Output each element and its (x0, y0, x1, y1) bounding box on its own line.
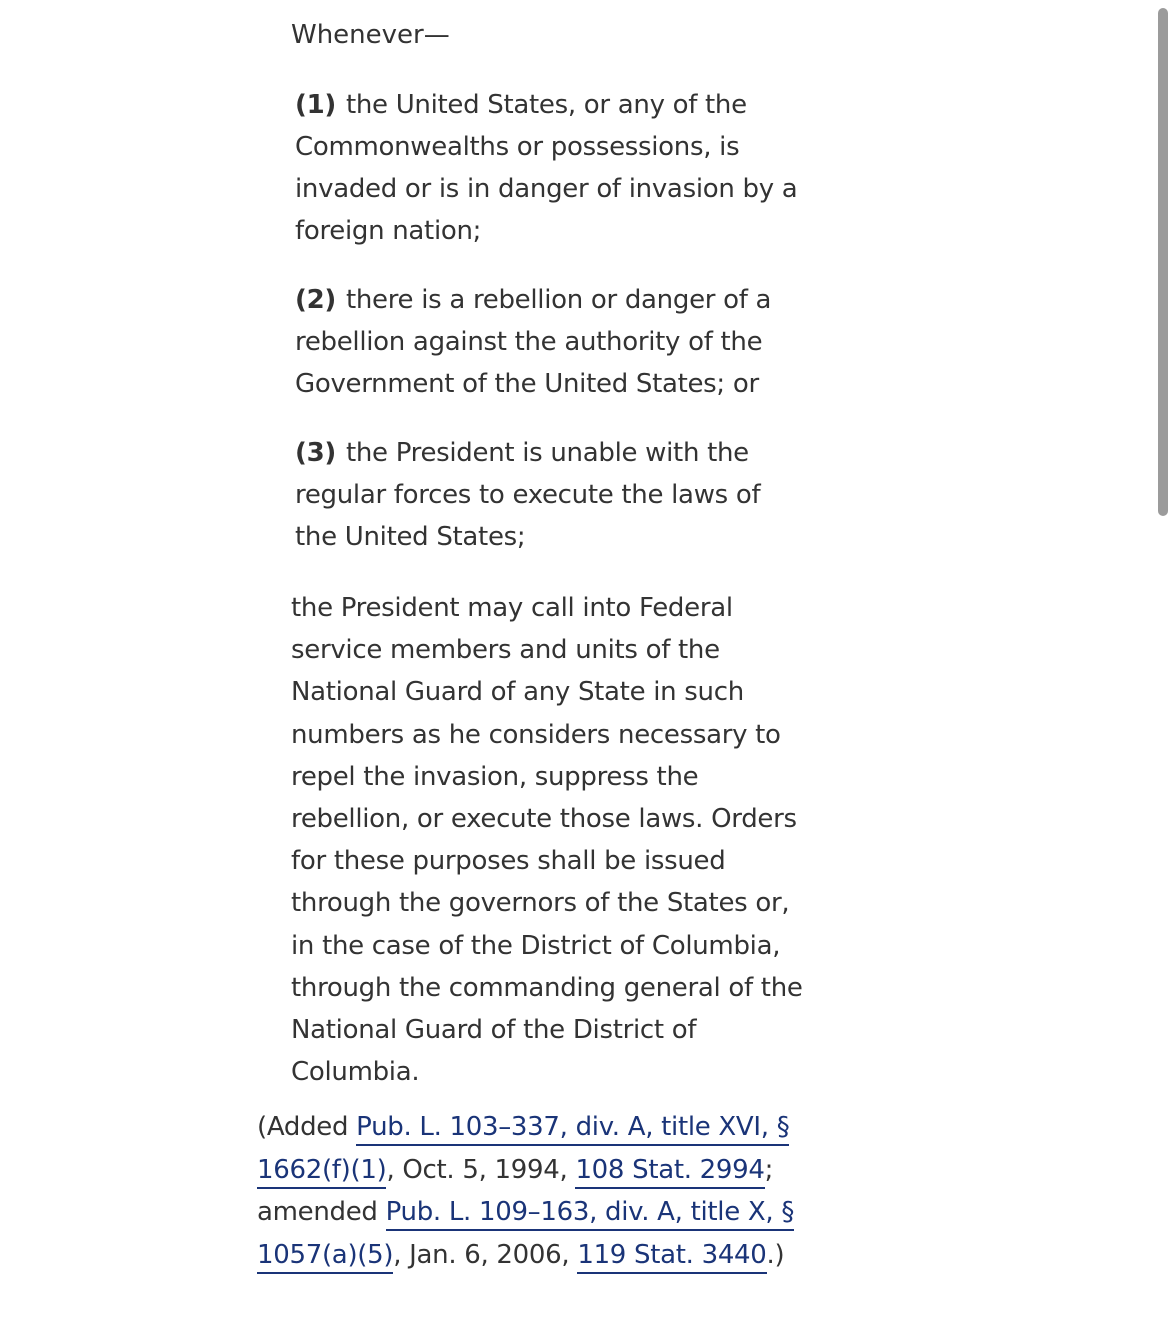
paragraph-1 (295, 84, 810, 252)
paragraph-text: the President is unable with the regular forces to execute the laws of the United States; (295, 438, 761, 552)
paragraph-2 (295, 279, 810, 405)
source-prefix: (Added (257, 1112, 357, 1142)
paragraph-3 (295, 432, 810, 558)
scrollbar-thumb[interactable] (1158, 8, 1168, 516)
source-amended: ; amended (257, 1154, 774, 1227)
stat-108-2994-link[interactable]: 108 Stat. 2994 (575, 1155, 764, 1189)
source-suffix: .) (766, 1239, 785, 1270)
pub-law-109-163-link[interactable]: Pub. L. 109–163, div. A, title X, § 1057(a)(5) (257, 1197, 794, 1274)
paragraph-text: there is a rebellion or danger of a rebellion against the authority of the Government of the United States; or (295, 285, 772, 399)
paragraph-number: (3) (295, 438, 336, 468)
source-date-2: , Jan. 6, 2006, (393, 1239, 578, 1270)
vertical-scrollbar[interactable] (1154, 0, 1170, 1342)
source-date-1: , Oct. 5, 1994, (386, 1154, 576, 1185)
closing-text: the President may call into Federal service members and units of the National Guard of any State in such numbers as he considers necessary to repel the invasion, suppress the rebellion, or execute those laws. Orders for these purposes shall be issued through the governors of the States or, in the case of the District of Columbia, through the commanding general of the National Guard of the District of Columbia. (291, 593, 803, 1088)
paragraph-number: (2) (295, 285, 336, 315)
paragraph-text: the United States, or any of the Commonwealths or possessions, is invaded or is in danger of invasion by a foreign nation; (295, 90, 798, 246)
source-credit (257, 1106, 817, 1276)
stat-119-3440-link[interactable]: 119 Stat. 3440 (577, 1240, 766, 1274)
pub-law-103-337-link[interactable]: Pub. L. 103–337, div. A, title XVI, § 1662(f)(1) (257, 1112, 789, 1189)
paragraph-number: (1) (295, 90, 336, 120)
intro-text: Whenever— (291, 20, 450, 50)
